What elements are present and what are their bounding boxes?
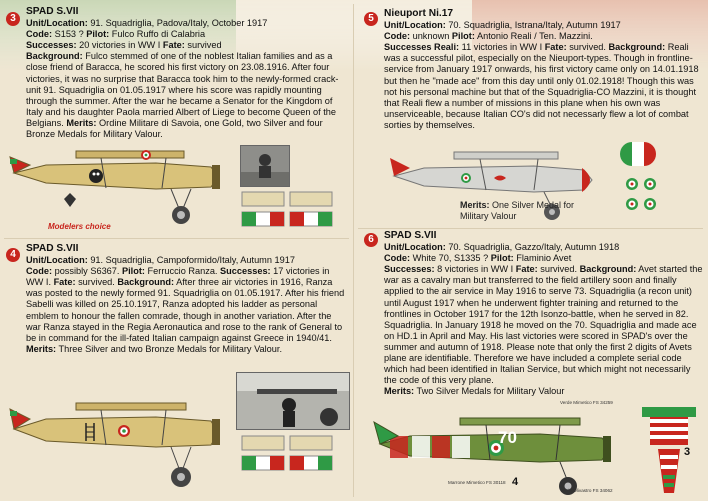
successes-value: 17 victories in WW I. <box>26 266 330 288</box>
pilot-value: Antonio Reali / Ten. Mazzini. <box>474 31 593 42</box>
background-label: Background: <box>114 277 175 288</box>
pilot-value: Flaminio Avet <box>513 253 572 264</box>
background-text: After three air victories in 1916, Ranza was posted to the newly formed 91. Squadriglia on 01.05.1917. After his friend Sabelli was killed on 25.10.1917, Ranza adopted his ladder as personal emblem to honour the fallen comrade, though in another variation. After the war Ranza stayed in the Regia Aeronautica and rose to the rank of General to be in command for the ill-fated Italian campaign against Greece in 1940/41. <box>26 277 345 343</box>
unit-value: 70. Squadriglia, Gazzo/Italy, Autumn 1918 <box>445 242 620 253</box>
merits-label: Merits: <box>460 200 490 210</box>
fate-value: survived <box>184 40 222 51</box>
spad-profile-drawing <box>6 143 236 233</box>
wing-markings-detail <box>240 434 340 494</box>
profile-number-badge: 5 <box>364 12 378 26</box>
successes-value: 20 victories in WW I <box>76 40 161 51</box>
background-text: Fulco stemmed of one of the noblest Italian families and as a close friend of Baracca, he scored his first victory on 23.08.1916. After four victories, it was no surprise that Baracca took him to the newly-formed crack-unit 91. Squadriglia on 01.05.1917 where his score was rapidly mounting through the summer. After the war he became a Senator for the Kingdom of Italy and his daughter Paola married Albert of Liege to become Queen of the Belgians. <box>26 51 339 128</box>
callout-number-3: 3 <box>684 446 691 458</box>
background-label: Background: <box>577 264 637 275</box>
profile-description <box>384 230 704 397</box>
fate-value: survived. <box>75 277 115 288</box>
pilot-label: Pilot: <box>449 31 475 42</box>
unit-value: 91. Squadriglia, Padova/Italy, October 1917 <box>87 18 268 29</box>
successes-label: Successes: <box>26 40 77 51</box>
profile-number-badge: 4 <box>6 248 20 262</box>
successes-value: 8 victories in WW I <box>434 264 514 275</box>
merits-text: Ordine Militare di Savoia, one Gold, two Silver and four Bronze Medals for Military Valour. <box>26 117 323 140</box>
successes-label: Successes: <box>217 266 271 277</box>
code-value: S153 ? <box>52 29 84 40</box>
code-label: Code: <box>384 253 411 264</box>
pilot-value: Ferruccio Ranza. <box>144 266 218 277</box>
merits-text: One Silver Medal for Military Valour <box>460 200 575 221</box>
merits-text: Three Silver and two Bronze Medals for Military Valour. <box>56 343 282 354</box>
modelers-choice-label: Modelers choice <box>48 222 111 231</box>
fate-value: survived. <box>537 264 578 275</box>
fate-label: Fate: <box>513 264 538 275</box>
wing-markings-detail <box>240 190 340 230</box>
pilot-label: Pilot: <box>119 266 145 277</box>
pilot-label: Pilot: <box>83 29 110 40</box>
merits-label: Merits: <box>63 117 97 128</box>
unit-label: Unit/Location: <box>26 18 88 29</box>
paint-label-marrone-mimetico: Marrone Mimetico FS 30118 <box>448 480 506 485</box>
pilot-value: Fulco Ruffo di Calabria <box>109 29 206 40</box>
unit-label: Unit/Location: <box>26 255 88 266</box>
merits-text: Two Silver Medals for Military Valour <box>414 386 565 397</box>
aircraft-photo <box>236 372 350 430</box>
successes-label: Successes: <box>384 264 435 275</box>
merits-label: Merits: <box>384 386 415 397</box>
aircraft-title: SPAD S.VII <box>26 243 79 254</box>
code-label: Code: <box>26 29 53 40</box>
unit-label: Unit/Location: <box>384 242 446 253</box>
paint-label-verde-olivastro: Verde Olivastro FS 34062 <box>560 488 613 493</box>
profile-number-badge: 6 <box>364 233 378 247</box>
unit-value: 70. Squadriglia, Istrana/Italy, Autumn 1917 <box>445 20 621 31</box>
unit-value: 91. Squadriglia, Campoformido/Italy, Autumn 1917 <box>87 255 295 266</box>
code-value: possibly S6367. <box>52 266 120 277</box>
unit-label: Unit/Location: <box>384 20 446 31</box>
column-divider <box>353 4 354 497</box>
aircraft-title: Nieuport Ni.17 <box>384 8 454 19</box>
background-text: Reali was a successful pilot, especially on the Nieuport-types. Though in frontline-service from January 1917 onwards, his first victory came only on 14.01.1918 but then he "made ace" from this day until only 01.02.1918! Though this was not his personal machine but that of the Squadriglia-CO Mazzini, it is thought that Reali flew a number of missions in this plane when his own was unserviceable, because Italian CO's did not necessarly flew a lot of combat sorties by themselves. <box>384 42 699 130</box>
tail-and-wing-markings <box>612 140 692 218</box>
profile-number-badge: 3 <box>6 12 20 26</box>
paint-label-verde-mimetico: Verde Mimetico FS 34259 <box>560 400 613 405</box>
code-label: Code: <box>384 31 411 42</box>
fate-label: Fate: <box>160 40 185 51</box>
code-value: unknown <box>410 31 450 42</box>
fate-label: Fate: <box>542 42 567 53</box>
profile-description <box>26 6 348 140</box>
code-label: Code: <box>26 266 53 277</box>
background-text: Avet started the war as a cavalry man but transferred to the field artillery soon and finally applied to the air service in May 1916 to serve 73. Squadriglia (a recon unit) until August 1917 when he underwent fighter training and returned to the frontlines in October 1917 for the 12th Isonzo-battle, when he served in 82. Squadriglia. In January 1918 he moved on the 70. Squadriglia and made ace on HD.1 in April and May. His last victories were scored in SPAD's over the summer and autumn of 1918. Please note that only the first 2 digits of Avets plane are identifiable. Therefore we have included a complete serial code which had been identified in Italian Service, but which might not necessarily the code of this very plane. <box>384 264 703 386</box>
merits-label: Merits: <box>26 343 57 354</box>
fate-value: survived. <box>566 42 606 53</box>
code-value: White 70, S1335 ? <box>410 253 489 264</box>
profile-description <box>384 8 704 131</box>
aircraft-title: SPAD S.VII <box>384 230 437 241</box>
row-divider-right <box>358 228 703 229</box>
row-divider-left <box>4 238 349 239</box>
merits-caption <box>460 200 600 222</box>
spad-profile-drawing <box>6 385 236 495</box>
callout-number-4: 4 <box>512 476 519 488</box>
profile-description <box>26 243 348 355</box>
successes-label: Successes Reali: <box>384 42 460 53</box>
background-label: Background: <box>605 42 666 53</box>
fuselage-code: 70 <box>498 428 517 447</box>
fate-label: Fate: <box>51 277 76 288</box>
background-label: Background: <box>26 51 83 62</box>
pilot-photo <box>240 145 290 187</box>
pilot-label: Pilot: <box>488 253 514 264</box>
successes-value: 11 victories in WW I <box>459 42 543 53</box>
aircraft-title: SPAD S.VII <box>26 6 79 17</box>
tail-camouflage-detail <box>636 405 702 497</box>
